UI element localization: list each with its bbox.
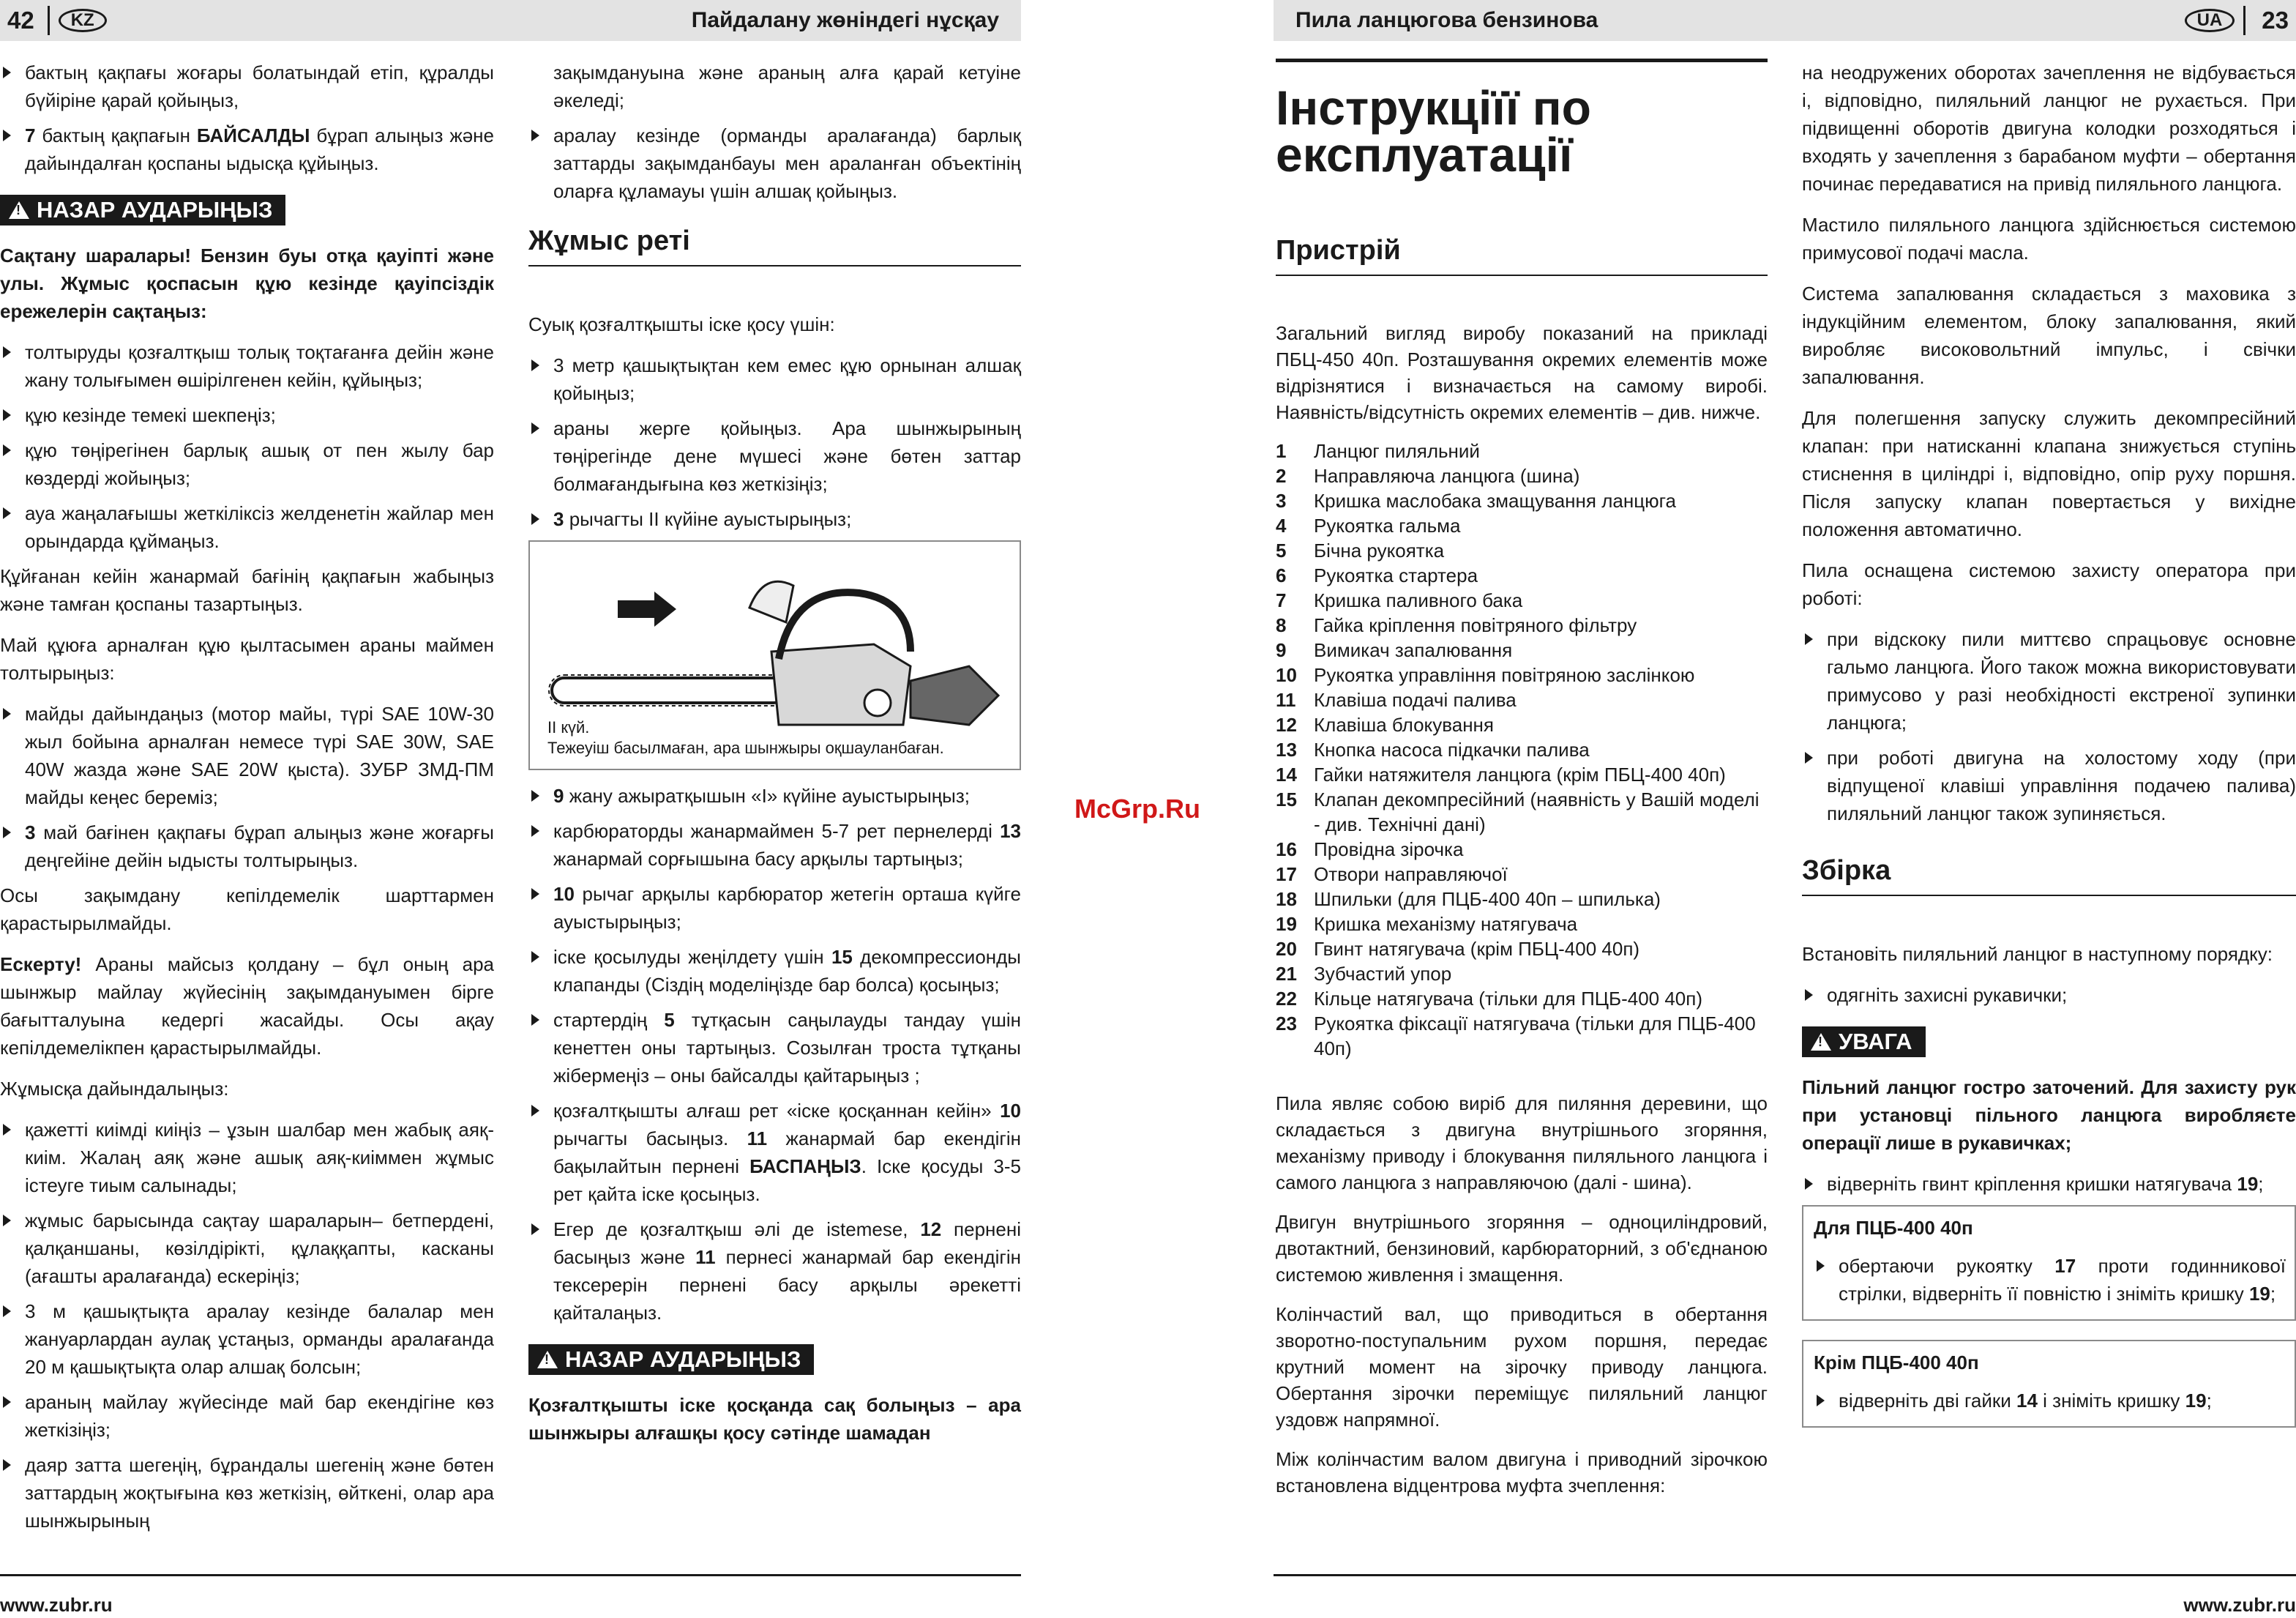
paragraph: Осы зақымдану кепілдемелік шарттармен қарастырылмайды. [0, 884, 494, 934]
part-number: 9 [1276, 639, 1287, 661]
part-number: 16 [1276, 838, 1297, 860]
list-item: 3 метр қашықтықтан кем емес құю орнынан алшақ қойыңыз; [528, 351, 1021, 407]
list-item: жұмыс барысында сақтау шараларын– бетпердені, қалқаншаны, көзілдірікті, құлаққапты, касканы (ағашты аралағанда) ескеріңіз; [0, 1207, 494, 1290]
part-row [1276, 787, 1768, 837]
paragraph: Встановіть пиляльний ланцюг в наступному порядку: [1802, 943, 2273, 965]
part-row [1276, 613, 1768, 638]
paragraph: Май құюға арналған құю қылтасымен араны маймен толтырыңыз: [0, 634, 494, 684]
list-item: відверніть дві гайки 14 і зніміть кришку 19; [1814, 1387, 2286, 1414]
paragraph: Пила оснащена системою захисту оператора при роботі: [1802, 559, 2296, 609]
paragraph: Суық қозғалтқышты іске қосу үшін: [528, 313, 835, 335]
warning-icon [537, 1351, 558, 1368]
footer-url[interactable]: www.zubr.ru [0, 1594, 113, 1616]
left-column-2 [528, 59, 1021, 1460]
part-number: 21 [1276, 963, 1297, 985]
part-number: 7 [1276, 589, 1287, 611]
part-name: Рукоятка управління повітряною заслінкою [1314, 664, 1695, 686]
list-item: қозғалтқышты алғаш рет «іске қосқаннан кейін» 10 рычагты басыңыз. 11 жанармай бар екендігін бақылайтын пернені БАСПАҢЫЗ. Іске қосуды 3-5 рет қайта іске қосыңыз. [528, 1097, 1021, 1208]
part-name: Гайка кріплення повітряного фільтру [1314, 614, 1637, 636]
list-item: бактың қақпағы жоғары болатындай етіп, құралды бүйіріне қарай қойыңыз, [0, 59, 494, 114]
footer-url[interactable]: www.zubr.ru [2183, 1594, 2296, 1616]
part-name: Провідна зірочка [1314, 838, 1464, 860]
part-name: Рукоятка стартера [1314, 564, 1478, 586]
part-row [1276, 862, 1768, 887]
paragraph: Мастило пиляльного ланцюга здійснюється системою примусової подачі масла. [1802, 214, 2296, 264]
left-column-1 [0, 59, 494, 1542]
list-item: толтыруды қозғалтқыш толық тоқтағанға дейін және жану толығымен өшірілгенен кейін, құйыңыз; [0, 338, 494, 394]
warning-banner: ! НАЗАР АУДАРЫҢЫЗ [528, 1344, 814, 1375]
paragraph: Колінчастий вал, що приводиться в обертання зворотно-поступальним рухом поршня, передає крутний момент на зірочку приводу ланцюга. Обертання зірочки переміщує пиляльний ланцюг уздовж напрямної. [1276, 1303, 1768, 1431]
part-name: Направляюча ланцюга (шина) [1314, 465, 1580, 487]
part-name: Кришка паливного бака [1314, 589, 1523, 611]
list-item: карбюраторды жанармаймен 5-7 рет пернелерді 13 жанармай сорғышына басу арқылы тартыңыз; [528, 817, 1021, 873]
list-item: аралау кезінде (орманды аралағанда) барлық заттарды зақымданбауы мен араланған объектінің оларға құламауы үшін алшақ қойыңыз. [528, 122, 1021, 205]
arrow-icon [618, 592, 676, 627]
warning-banner: ! НАЗАР АУДАРЫҢЫЗ [0, 195, 285, 225]
part-number: 11 [1276, 689, 1296, 711]
part-number: 5 [1276, 540, 1287, 562]
part-row [1276, 961, 1768, 986]
part-name: Ланцюг пиляльний [1314, 440, 1480, 462]
list-item: құю кезінде темекі шекпеңіз; [0, 401, 494, 429]
warning-icon [1811, 1033, 1831, 1051]
paragraph: Для полегшення запуску служить декомпресійний клапан: при натисканні клапана знижується ступінь стиснення в циліндрі і, відповідно, опір руху поршня. Після запуску клапан повертається у вихідне положення автоматично. [1802, 407, 2296, 540]
page-title: Інструкціїї по експлуатації [1276, 81, 1591, 182]
part-number: 13 [1276, 739, 1297, 761]
warning-banner: ! УВАГА [1802, 1026, 1926, 1057]
right-footer [1274, 1574, 2296, 1616]
section-heading: Збірка [1802, 857, 2296, 896]
list-item: при роботі двигуна на холостому ходу (при відпущеної клавіші управління подачею палива) пиляльний ланцюг також зупиняється. [1802, 744, 2296, 827]
paragraph: на неодружених оборотах зачеплення не відбувається і, відповідно, пиляльний ланцюг не рухається. При підвищенні оборотів двигуна колодки розходяться і входять у зачеплення з барабаном муфти – обертання починає передаватися на привід пиляльного ланцюга. [1802, 61, 2296, 195]
clutch-cover [864, 690, 891, 716]
paragraph: Құйғанан кейін жанармай бағінің қақпағын жабыңыз және тамған қоспаны тазартыңыз. [0, 565, 494, 615]
part-name: Клапан декомпресійний (наявність у Вашій моделі - див. Технічні дані) [1314, 789, 1760, 835]
box-title: Крім ПЦБ-400 40п [1814, 1352, 1979, 1373]
list-item: майды дайындаңыз (мотор майы, түрі SAE 10W-30 жыл бойына арналған немесе түрі SAE 30W, SAE 40W жазда және SAE 20W қыста). ЗУБР ЗМД-ПМ майды кеңес береміз; [0, 700, 494, 811]
part-number: 1 [1276, 440, 1287, 462]
part-row [1276, 488, 1768, 513]
part-row [1276, 712, 1768, 737]
part-row [1276, 762, 1768, 787]
section-heading: Пристрій [1276, 236, 1768, 276]
part-number: 10 [1276, 664, 1297, 686]
part-row [1276, 911, 1768, 936]
part-row [1276, 513, 1768, 538]
paragraph: зақымдануына және араның алға қарай кетуіне әкеледі; [553, 61, 1021, 111]
list-item: обертаючи рукоятку 17 проти годинникової стрілки, відверніть її повністю і зніміть кришку 19; [1814, 1252, 2286, 1308]
part-row [1276, 638, 1768, 663]
header-divider [48, 6, 50, 35]
part-number: 12 [1276, 714, 1297, 736]
part-number: 19 [1276, 913, 1297, 935]
part-name: Клавіша подачі палива [1314, 689, 1517, 711]
part-name: Шпильки (для ПЦБ-400 40п – шпилька) [1314, 888, 1661, 910]
list-item: араны жерге қойыңыз. Ара шынжырының төңірегінде дене мүшесі және бөтен заттар болмағандығына көз жеткізіңіз; [528, 414, 1021, 498]
part-name: Рукоятка гальма [1314, 515, 1461, 537]
paragraph: Між колінчастим валом двигуна і приводний зірочкою встановлена відцентрова муфта зчеплення: [1276, 1448, 1768, 1496]
list-item: даяр затта шегеңің, бұрандалы шегенің және бөтен заттардың жоқтығына көз жеткізің, өйткені, олар ара шынжырының [0, 1451, 494, 1535]
title-rule [1276, 59, 1768, 62]
engine-body [771, 644, 910, 725]
part-row [1276, 837, 1768, 862]
parts-list [1276, 439, 1768, 1061]
part-row [1276, 887, 1768, 911]
part-row [1276, 936, 1768, 961]
part-row [1276, 737, 1768, 762]
list-item: 7 бактың қақпағын БАЙСАЛДЫ бұрап алыңыз және дайындалған қоспаны ыдысқа құйыңыз. [0, 122, 494, 177]
part-name: Клавіша блокування [1314, 714, 1494, 736]
part-number: 20 [1276, 938, 1297, 960]
list-item: відверніть гвинт кріплення кришки натягувача 19; [1802, 1170, 2296, 1198]
list-item: ауа жаңалағышы жеткіліксіз желденетін жайлар мен орындарда құймаңыз. [0, 499, 494, 555]
paragraph: Жұмысқа дайындалыңыз: [0, 1078, 229, 1100]
model-box [1802, 1205, 2296, 1321]
header-divider [2243, 6, 2245, 35]
list-item: стартердің 5 тұтқасын саңылауды тандау үшін кенеттен оны тартыңыз. Созылған троста тұтқаны жібермеңіз – оны байсалды қайтарыңыз ; [528, 1006, 1021, 1089]
hand-right [910, 666, 998, 725]
safety-paragraph: Сақтану шаралары! Бензин буы отқа қауіпті және улы. Жұмыс қоспасын құю кезінде қауіпсіздік ережелерін сақтаңыз: [0, 245, 494, 322]
part-row [1276, 538, 1768, 563]
part-row [1276, 687, 1768, 712]
paragraph: Система запалювання складається з маховика з індукційним елементом, блоку запалювання, який виробляє високовольтний імпульс, і свічки запалювання. [1802, 283, 2296, 388]
left-header [0, 0, 1021, 41]
right-page [1274, 0, 2296, 1618]
list-item: 3 май бағінен қақпағы бұрап алыңыз және жоғарғы деңгейіне дейін ыдысты толтырыңыз. [0, 819, 494, 874]
part-row [1276, 563, 1768, 588]
list-item: Егер де қозғалтқыш әлі де іstemese, 12 пернені басыңыз және 11 пернесі жанармай бар екендігін тексерерін пернені басу арқылы әрекетті қайталаңыз. [528, 1215, 1021, 1327]
warning-paragraph: Пільний ланцюг гостро заточений. Для захисту рук при установці пільного ланцюга виробляєте операції лише в рукавичках; [1802, 1076, 2296, 1154]
part-name: Гайки натяжителя ланцюга (крім ПБЦ-400 40п) [1314, 764, 1726, 786]
paragraph: Двигун внутрішнього згоряння – одноциліндровий, двотактний, бензиновий, карбюраторний, з об'єднаною системою живлення і змащення. [1276, 1211, 1768, 1286]
part-name: Гвинт натягувача (крім ПБЦ-400 40п) [1314, 938, 1640, 960]
part-number: 17 [1276, 863, 1297, 885]
figure-caption: II күй. Тежеуіш басылмаған, ара шынжыры оқшауланбаған. [547, 718, 944, 757]
part-row [1276, 463, 1768, 488]
list-item: при відскоку пили миттєво спрацьовує основне гальмо ланцюга. Його також можна використовувати примусово у разі необхідності екстреної зупинки ланцюга; [1802, 625, 2296, 737]
part-row [1276, 588, 1768, 613]
part-number: 6 [1276, 564, 1287, 586]
part-name: Кнопка насоса підкачки палива [1314, 739, 1590, 761]
part-row [1276, 1011, 1768, 1061]
list-item: 3 м қашықтықта аралау кезінде балалар мен жануарлардан аулақ ұстаңыз, орманды аралағанда 20 м қашықтықта олар алшақ болсын; [0, 1297, 494, 1381]
part-number: 8 [1276, 614, 1287, 636]
list-item: қажетті киімді киіңіз – ұзын шалбар мен жабық аяқ-киім. Жалаң аяқ және ашық аяқ-киіммен жұмыс істеуге тиым салынады; [0, 1116, 494, 1199]
part-number: 3 [1276, 490, 1287, 512]
chainsaw-figure [528, 540, 1021, 770]
left-header-title: Пайдалану жөніндегі нұсқау [691, 8, 999, 32]
box-title: Для ПЦБ-400 40п [1814, 1217, 1973, 1239]
part-name: Зубчастий упор [1314, 963, 1452, 985]
lang-badge-ua: UA [2185, 9, 2235, 32]
part-number: 4 [1276, 515, 1287, 537]
model-box [1802, 1340, 2296, 1428]
part-number: 15 [1276, 789, 1297, 810]
left-page [0, 0, 1021, 1618]
left-page-number: 42 [7, 7, 34, 34]
list-item: араның майлау жүйесінде май бар екендігіне көз жеткізіңіз; [0, 1388, 494, 1444]
right-column-2 [1802, 59, 2296, 1447]
list-item: 9 жану ажыратқышын «I» күйіне ауыстырыңыз; [528, 782, 1021, 810]
part-name: Кришка маслобака змащування ланцюга [1314, 490, 1676, 512]
list-item: 3 рычагты II күйіне ауыстырыңыз; [528, 505, 1021, 533]
warning-paragraph: Қозғалтқышты іске қосқанда сақ болыңыз – ара шынжыры алғашқы қосу сәтінде шамадан [528, 1394, 1021, 1444]
right-page-number: 23 [2262, 7, 2289, 34]
warning-icon [9, 201, 29, 219]
right-header [1274, 0, 2296, 41]
list-item: 10 рычаг арқылы карбюратор жетегін орташа күйге ауыстырыңыз; [528, 880, 1021, 936]
note-paragraph: Ескерту! Араны майсыз қолдану – бұл оның ара шынжыр майлау жүйесінің зақымдануымен бірге бағытталуына кедергі жасайды. Осы ақау кепілдемелікпен қарастырылмайды. [0, 953, 494, 1059]
section-heading: Жұмыс реті [528, 227, 1021, 266]
watermark: McGrp.Ru [1074, 794, 1201, 824]
part-name: Бічна рукоятка [1314, 540, 1445, 562]
right-header-title: Пила ланцюгова бензинова [1295, 8, 1598, 32]
paragraph: Пила являє собою виріб для пиляння деревини, що складається з двигуна внутрішнього згоряння, механізму приводу і блокування пиляльного ланцюга і самого ланцюга з направляючою (далі - шина). [1276, 1092, 1768, 1193]
part-name: Кришка механізму натягувача [1314, 913, 1578, 935]
part-name: Кільце натягувача (тільки для ПЦБ-400 40п) [1314, 988, 1703, 1010]
hand-left [749, 581, 793, 622]
lang-badge-kz: KZ [59, 9, 107, 32]
part-name: Рукоятка фіксації натягувача (тільки для ПЦБ-400 40п) [1314, 1013, 1756, 1059]
list-item: одягніть захисні рукавички; [1802, 981, 2296, 1009]
part-number: 2 [1276, 465, 1287, 487]
left-footer [0, 1574, 1021, 1616]
part-name: Вимикач запалювання [1314, 639, 1513, 661]
paragraph: Загальний вигляд виробу показаний на прикладі ПБЦ-450 40п. Розташування окремих елементів може відрізнятися і визначається на самому виробі. Наявність/відсутність окремих елементів – див. нижче. [1276, 322, 1768, 423]
part-number: 22 [1276, 988, 1297, 1010]
right-column-1 [1276, 59, 1768, 1512]
part-number: 14 [1276, 764, 1297, 786]
part-row [1276, 986, 1768, 1011]
part-row [1276, 439, 1768, 463]
list-item: іске қосылуды жеңілдету үшін 15 декомпрессионды клапанды (Сіздің моделіңізде бар болса) қосыңыз; [528, 943, 1021, 999]
part-number: 23 [1276, 1013, 1297, 1034]
list-item: құю төңірегінен барлық ашық от пен жылу бар көздерді жойыңыз; [0, 436, 494, 492]
guide-bar [552, 678, 786, 703]
part-number: 18 [1276, 888, 1297, 910]
part-name: Отвори направляючої [1314, 863, 1508, 885]
part-row [1276, 663, 1768, 687]
